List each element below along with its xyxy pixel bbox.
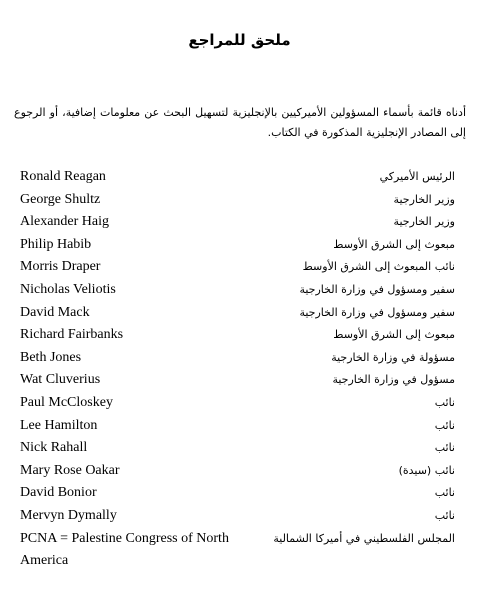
list-item bbox=[0, 234, 479, 257]
official-name: George Shultz bbox=[20, 191, 101, 207]
official-name: Lee Hamilton bbox=[20, 417, 98, 433]
page-title: ملحق للمراجع bbox=[188, 31, 291, 49]
official-name: Richard Fairbanks bbox=[20, 327, 124, 343]
official-role: نائب bbox=[434, 395, 455, 409]
official-role: نائب bbox=[434, 508, 455, 522]
list-item bbox=[0, 415, 479, 438]
official-role: نائب bbox=[434, 418, 455, 432]
list-item bbox=[0, 279, 479, 302]
official-role: نائب bbox=[434, 486, 455, 500]
official-name: David Bonior bbox=[20, 485, 97, 501]
official-name: Paul McCloskey bbox=[20, 394, 113, 410]
official-name: Mervyn Dymally bbox=[20, 507, 117, 523]
official-name: Nicholas Veliotis bbox=[20, 281, 116, 297]
list-item bbox=[0, 460, 479, 483]
official-name: Beth Jones bbox=[20, 349, 82, 365]
official-role: مبعوث إلى الشرق الأوسط bbox=[333, 237, 455, 251]
official-role: نائب المبعوث إلى الشرق الأوسط bbox=[302, 260, 455, 274]
list-item bbox=[0, 392, 479, 415]
list-item bbox=[0, 437, 479, 460]
list-item bbox=[0, 347, 479, 370]
reference-list bbox=[0, 166, 479, 574]
intro-paragraph: أدناه قائمة بأسماء المسؤولين الأميركيين بالإنجليزية لتسهيل البحث عن معلومات إضافية، أو الرجوع إلى المصادر الإنجليزية المذكورة في الكتاب. bbox=[14, 106, 466, 139]
official-name: Philip Habib bbox=[20, 236, 92, 252]
official-name: Wat Cluverius bbox=[20, 372, 101, 388]
official-role: نائب bbox=[434, 441, 455, 455]
list-item bbox=[0, 528, 479, 574]
official-role: سفير ومسؤول في وزارة الخارجية bbox=[299, 282, 455, 296]
official-name: Nick Rahall bbox=[20, 440, 88, 456]
list-item bbox=[0, 256, 479, 279]
list-item bbox=[0, 211, 479, 234]
official-name: Morris Draper bbox=[20, 259, 101, 275]
official-name: Ronald Reagan bbox=[20, 169, 106, 184]
official-role: مسؤول في وزارة الخارجية bbox=[332, 373, 455, 387]
list-item bbox=[0, 324, 479, 347]
list-item bbox=[0, 166, 479, 189]
official-role: سفير ومسؤول في وزارة الخارجية bbox=[299, 305, 455, 319]
official-role: الرئيس الأميركي bbox=[379, 170, 455, 183]
official-name: PCNA = Palestine Congress of North America bbox=[20, 530, 229, 568]
official-name: Mary Rose Oakar bbox=[20, 462, 120, 478]
list-item bbox=[0, 369, 479, 392]
official-role: مبعوث إلى الشرق الأوسط bbox=[333, 328, 455, 342]
official-role: وزير الخارجية bbox=[393, 215, 455, 229]
official-name: David Mack bbox=[20, 304, 90, 320]
official-role: نائب (سيدة) bbox=[398, 463, 455, 477]
official-role: وزير الخارجية bbox=[393, 192, 455, 206]
list-item bbox=[0, 302, 479, 325]
official-role: مسؤولة في وزارة الخارجية bbox=[331, 350, 455, 364]
list-item bbox=[0, 189, 479, 212]
list-item bbox=[0, 482, 479, 505]
official-name: Alexander Haig bbox=[20, 214, 110, 230]
official-role: المجلس الفلسطيني في أميركا الشمالية bbox=[273, 531, 455, 545]
list-item bbox=[0, 505, 479, 528]
